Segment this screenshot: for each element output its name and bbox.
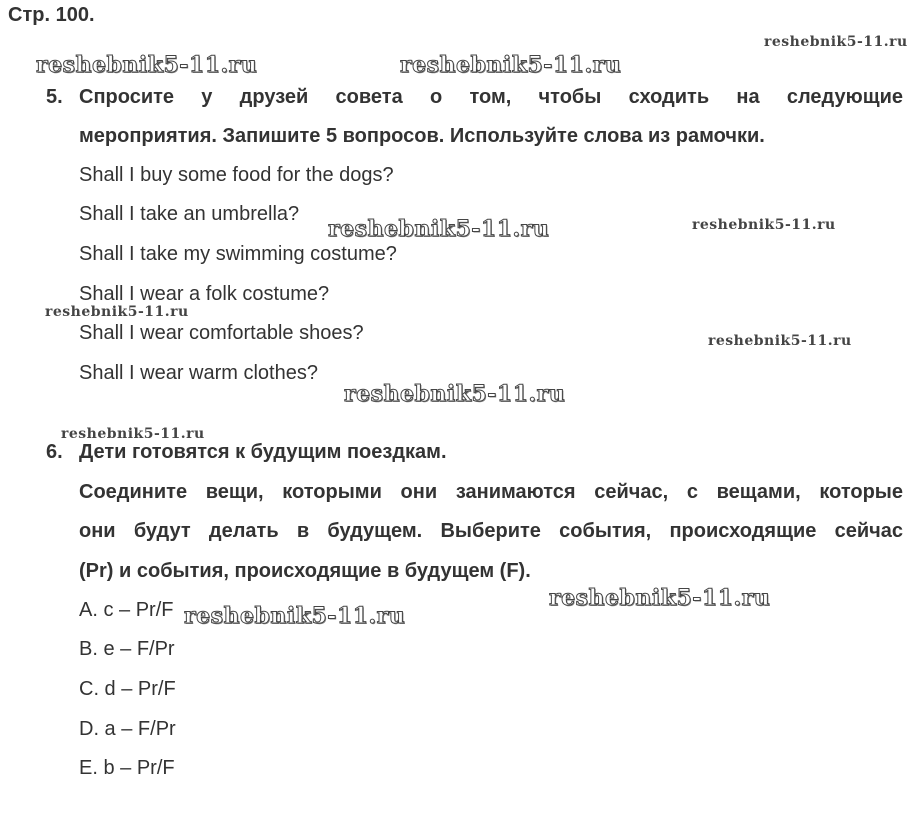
watermark: reshebnik5-11.ru (344, 381, 566, 407)
task-6-title-line-4: (Pr) и события, происходящие в будущем (F). (79, 560, 531, 582)
task-5-answer-2: Shall I take an umbrella? (79, 203, 300, 225)
task-5-number: 5. (46, 86, 63, 108)
watermark: reshebnik5-11.ru (61, 426, 205, 442)
task-6-answer-b: B. e – F/Pr (79, 638, 175, 660)
page-title: Стр. 100. (8, 4, 95, 26)
task-5-answer-5: Shall I wear comfortable shoes? (79, 322, 364, 344)
watermark: reshebnik5-11.ru (708, 333, 852, 349)
task-5-answer-3: Shall I take my swimming costume? (79, 243, 397, 265)
task-6-answer-c: C. d – Pr/F (79, 678, 176, 700)
task-6-answer-d: D. a – F/Pr (79, 718, 176, 740)
task-5-answer-4: Shall I wear a folk costume? (79, 283, 330, 305)
task-5-answer-1: Shall I buy some food for the dogs? (79, 164, 394, 186)
watermark: reshebnik5-11.ru (764, 34, 908, 50)
watermark: reshebnik5-11.ru (328, 216, 550, 242)
task-6-title-line-1: Дети готовятся к будущим поездкам. (79, 441, 447, 463)
watermark: reshebnik5-11.ru (184, 603, 406, 629)
task-6-number: 6. (46, 441, 63, 463)
task-6-answer-a: A. c – Pr/F (79, 599, 174, 621)
task-5-answer-6: Shall I wear warm clothes? (79, 362, 318, 384)
watermark: reshebnik5-11.ru (36, 52, 258, 78)
watermark: reshebnik5-11.ru (400, 52, 622, 78)
task-6-title-line-2: Соедините вещи, которыми они занимаются сейчас, с вещами, которые (79, 481, 903, 503)
task-6-title-line-3: они будут делать в будущем. Выберите события, происходящие сейчас (79, 520, 903, 542)
task-5-title-line-2: мероприятия. Запишите 5 вопросов. Используйте слова из рамочки. (79, 125, 765, 147)
watermark: reshebnik5-11.ru (45, 304, 189, 320)
watermark: reshebnik5-11.ru (549, 585, 771, 611)
task-6-answer-e: E. b – Pr/F (79, 757, 175, 779)
task-5-title-line-1: Спросите у друзей совета о том, чтобы сходить на следующие (79, 86, 903, 108)
watermark: reshebnik5-11.ru (692, 217, 836, 233)
